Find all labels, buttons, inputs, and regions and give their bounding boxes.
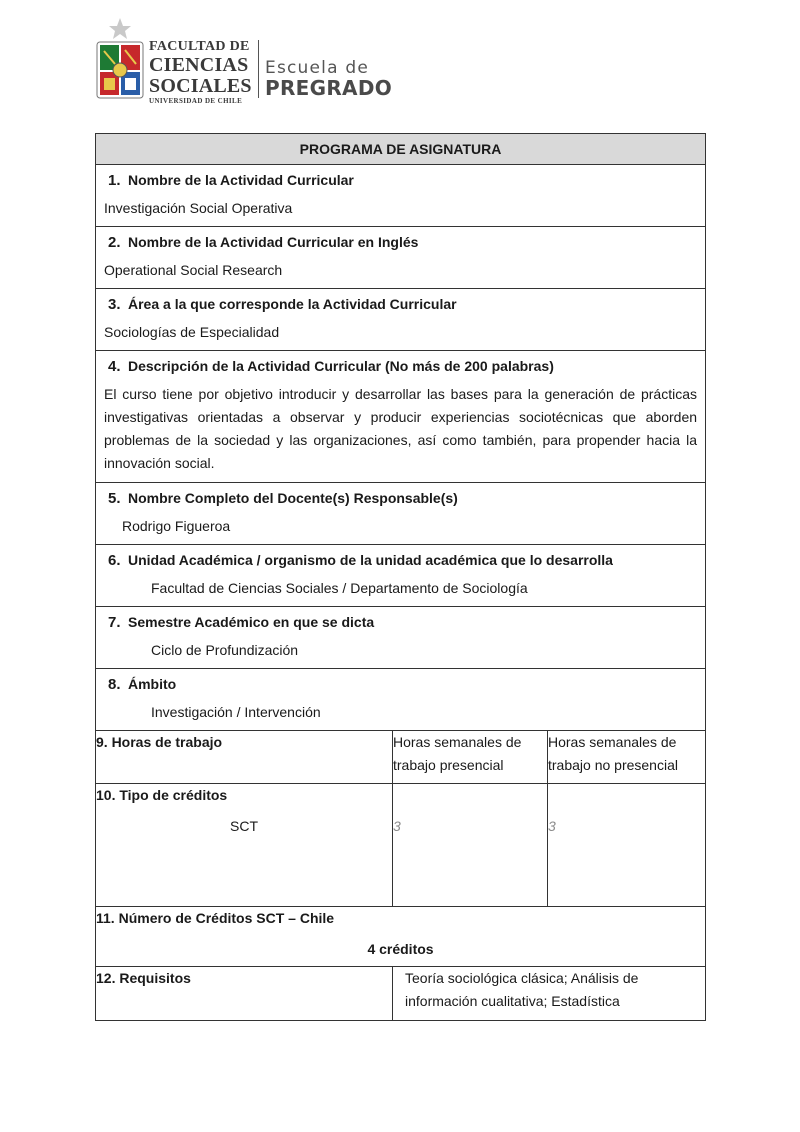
- section-title: Nombre Completo del Docente(s) Responsable(s): [128, 490, 458, 506]
- section-number: 8.: [108, 676, 121, 693]
- university-name: UNIVERSIDAD DE CHILE: [149, 97, 243, 105]
- credits-presencial-cell: [393, 784, 548, 907]
- credits-number-cell: [96, 907, 706, 967]
- section-1: [96, 165, 706, 227]
- faculty-name-line2: CIENCIAS: [149, 54, 249, 76]
- section-title: Nombre de la Actividad Curricular en Inglés: [128, 234, 419, 250]
- section-title: Semestre Académico en que se dicta: [128, 614, 375, 630]
- section-number: 1.: [108, 172, 121, 189]
- credits-no-presencial-cell: [548, 784, 706, 907]
- section-number: 5.: [108, 490, 121, 507]
- section-number: 2.: [108, 234, 121, 251]
- credits-no-presencial-value: 3: [548, 818, 556, 834]
- section-title: Nombre de la Actividad Curricular: [128, 172, 354, 188]
- section-5: [96, 483, 706, 545]
- school-line1: Escuela de: [265, 58, 369, 78]
- section-4: [96, 351, 706, 483]
- faculty-name-line1: FACULTAD DE: [149, 39, 250, 54]
- section-3: [96, 289, 706, 351]
- section-7: [96, 607, 706, 669]
- credits-presencial-value: 3: [393, 818, 401, 834]
- requisites-label: 12. Requisitos: [96, 967, 393, 1021]
- section-value: El curso tiene por objetivo introducir y desarrollar las bases para la generación de prácticas investigativas orientadas a observar y producir experiencias sociotécnicas que aborden problemas de la sociedad y las organizaciones, así como también, para propender hacia la innovación social.: [104, 386, 698, 471]
- section-value: Investigación Social Operativa: [104, 200, 293, 216]
- hours-label: 9. Horas de trabajo: [96, 731, 393, 784]
- section-title: Ámbito: [128, 676, 177, 692]
- section-number: 6.: [108, 552, 121, 569]
- university-shield-icon: [95, 18, 145, 102]
- faculty-logo: [95, 18, 405, 104]
- section-value: Facultad de Ciencias Sociales / Departamento de Sociología: [151, 580, 528, 596]
- credits-number-value: 4 créditos: [367, 941, 434, 957]
- section-number: 7.: [108, 614, 121, 631]
- logo-divider: [258, 40, 259, 98]
- section-value: Ciclo de Profundización: [151, 642, 299, 658]
- credits-type-cell: [96, 784, 393, 907]
- section-value: Investigación / Intervención: [151, 704, 321, 720]
- section-title: Área a la que corresponde la Actividad Curricular: [128, 296, 457, 312]
- credits-type-value: SCT: [230, 818, 258, 834]
- program-title: PROGRAMA DE ASIGNATURA: [96, 134, 706, 165]
- school-line2: PREGRADO: [265, 76, 393, 100]
- section-8: [96, 669, 706, 731]
- hours-no-presencial-header: Horas semanales de trabajo no presencial: [548, 731, 706, 784]
- section-title: Unidad Académica / organismo de la unidad académica que lo desarrolla: [128, 552, 613, 568]
- requisites-value: Teoría sociológica clásica; Análisis de información cualitativa; Estadística: [393, 967, 706, 1021]
- section-value: Operational Social Research: [104, 262, 283, 278]
- faculty-name-line3: SOCIALES: [149, 75, 252, 97]
- section-number: 4.: [108, 358, 121, 375]
- section-value: Sociologías de Especialidad: [104, 324, 280, 340]
- section-title: Descripción de la Actividad Curricular (No más de 200 palabras): [128, 358, 554, 374]
- section-value: Rodrigo Figueroa: [122, 518, 231, 534]
- credits-number-label: 11. Número de Créditos SCT – Chile: [96, 910, 335, 926]
- credits-type-label: 10. Tipo de créditos: [96, 787, 228, 803]
- program-table: [95, 133, 706, 1021]
- section-2: [96, 227, 706, 289]
- section-6: [96, 545, 706, 607]
- section-number: 3.: [108, 296, 121, 313]
- hours-presencial-header: Horas semanales de trabajo presencial: [393, 731, 548, 784]
